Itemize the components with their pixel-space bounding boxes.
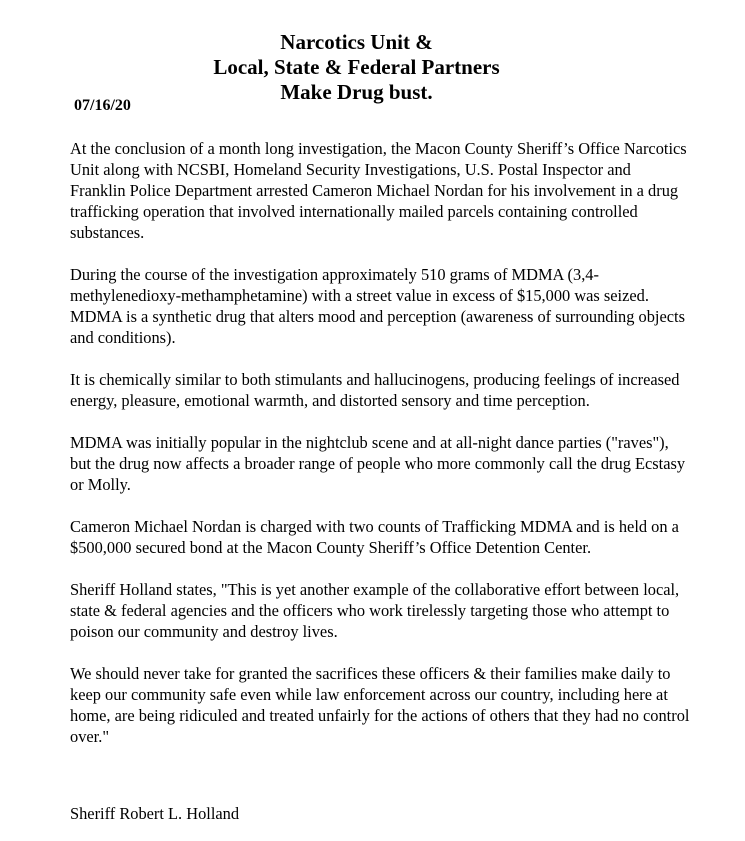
- paragraph-seizure: During the course of the investigation approximately 510 grams of MDMA (3,4-methylenedioxy-methamphetamine) with a street value in excess of $15,000 was seized. MDMA is a synthetic drug that alters mood and perception (awareness of surrounding objects and conditions).: [70, 265, 685, 347]
- title-line-3: Make Drug bust.: [280, 80, 433, 104]
- paragraph-sheriff-statement: Sheriff Holland states, "This is yet another example of the collaborative effort between local, state & federal agencies and the officers who work tirelessly targeting those who attempt to poison our community and destroy lives.: [70, 580, 680, 641]
- paragraph-drug-popularity: MDMA was initially popular in the nightclub scene and at all-night dance parties ("raves"), but the drug now affects a broader range of people who more commonly call the drug Ecstasy or Molly.: [70, 433, 686, 494]
- press-release-title: [0, 30, 713, 105]
- paragraph-charges: Cameron Michael Nordan is charged with two counts of Trafficking MDMA and is held on a $500,000 secured bond at the Macon County Sheriff’s Office Detention Center.: [70, 517, 679, 557]
- paragraph-investigation: At the conclusion of a month long investigation, the Macon County Sheriff’s Office Narcotics Unit along with NCSBI, Homeland Security Investigations, U.S. Postal Inspector and Franklin Police Department arrested Cameron Michael Nordan for his involvement in a drug trafficking operation that involved internationally mailed parcels containing controlled substances.: [70, 139, 687, 242]
- paragraph-drug-effects: It is chemically similar to both stimulants and hallucinogens, producing feelings of increased energy, pleasure, emotional warmth, and distorted sensory and time perception.: [70, 370, 680, 410]
- signature: Sheriff Robert L. Holland: [70, 804, 240, 823]
- title-line-1: Narcotics Unit &: [280, 30, 433, 54]
- release-date: 07/16/20: [74, 97, 131, 114]
- press-release-body: [70, 138, 690, 768]
- title-line-2: Local, State & Federal Partners: [213, 55, 500, 79]
- paragraph-sheriff-quote-continued: We should never take for granted the sacrifices these officers & their families make daily to keep our community safe even while law enforcement across our country, including here at home, are being ridiculed and treated unfairly for the actions of others that they had no control over.": [70, 664, 690, 746]
